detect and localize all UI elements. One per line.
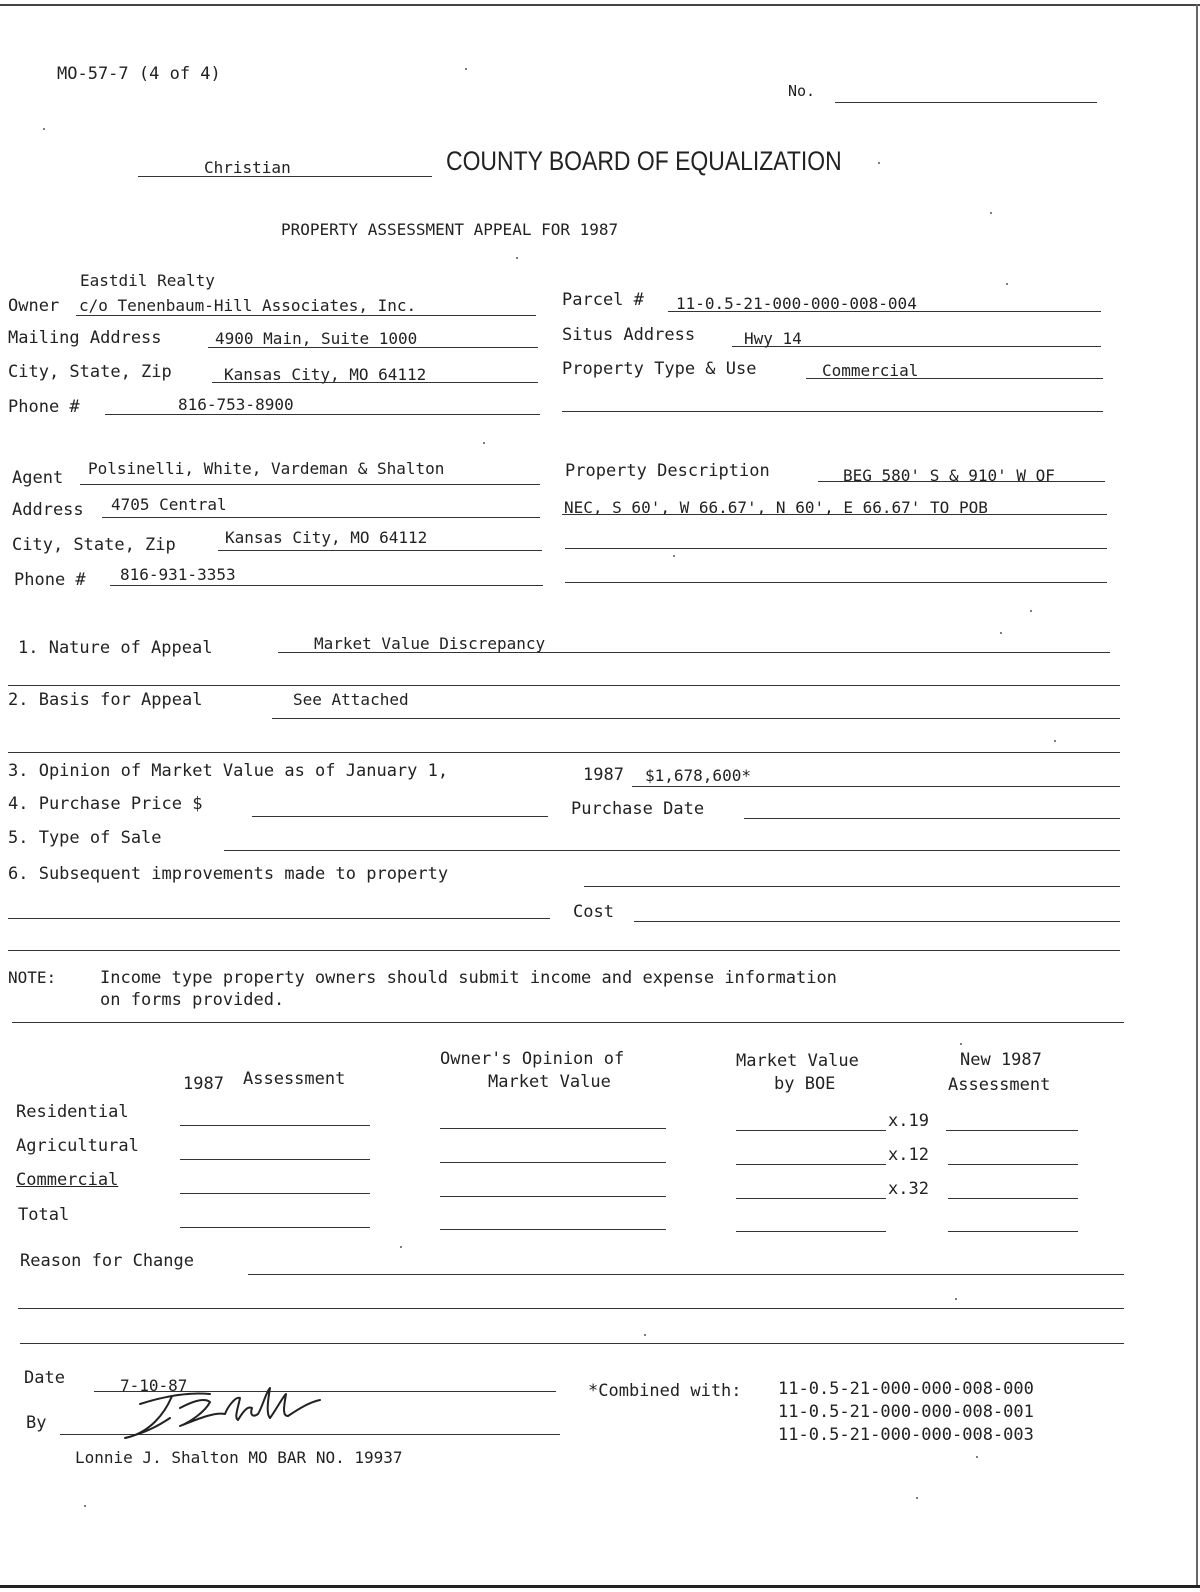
scan-speck	[1006, 283, 1008, 285]
property-description-line-1[interactable]	[818, 481, 1105, 482]
scan-speck	[1054, 740, 1056, 742]
agent-address-label: Address	[12, 500, 84, 520]
residential-factor: x.19	[888, 1111, 929, 1131]
mailing-address-line[interactable]	[208, 347, 538, 348]
opinion-market-value-line[interactable]	[632, 786, 1120, 787]
owner-label: Owner	[8, 296, 60, 316]
col1-year: 1987	[183, 1074, 224, 1094]
row-total-label: Total	[18, 1205, 70, 1225]
cost-line-2[interactable]	[8, 950, 1120, 951]
scan-speck	[644, 1334, 646, 1336]
combined-with-label: *Combined with:	[588, 1381, 742, 1401]
scan-speck	[400, 1246, 402, 1248]
reason-for-change-line-2[interactable]	[18, 1308, 1124, 1309]
parcel-line[interactable]	[668, 311, 1101, 312]
date-value: 7-10-87	[120, 1376, 188, 1395]
opinion-market-value: $1,678,600*	[645, 766, 751, 785]
cost-line[interactable]	[634, 921, 1120, 922]
owner-city-line[interactable]	[212, 382, 538, 383]
agent-line[interactable]	[80, 484, 540, 485]
reason-for-change-label: Reason for Change	[20, 1251, 194, 1271]
situs-address-value: Hwy 14	[744, 329, 802, 348]
note-line2: on forms provided.	[100, 990, 285, 1010]
agent-phone-value: 816-931-3353	[120, 565, 236, 584]
purchase-price-line[interactable]	[252, 816, 548, 817]
owner-name-line2: c/o Tenenbaum-Hill Associates, Inc.	[79, 296, 417, 315]
note-label: NOTE:	[8, 968, 57, 987]
no-line[interactable]	[835, 102, 1097, 103]
property-type-line-2[interactable]	[562, 411, 1103, 412]
total-boe-line[interactable]	[736, 1231, 886, 1232]
commercial-opinion-line[interactable]	[440, 1196, 666, 1197]
agricultural-factor: x.12	[888, 1145, 929, 1165]
residential-boe-line[interactable]	[736, 1130, 886, 1131]
owner-phone-value: 816-753-8900	[178, 395, 294, 414]
agricultural-new-assessment-line[interactable]	[948, 1164, 1078, 1165]
no-label: No.	[788, 82, 816, 100]
basis-for-appeal-value: See Attached	[293, 690, 409, 709]
agent-city-label: City, State, Zip	[12, 535, 176, 555]
agent-city-value: Kansas City, MO 64112	[225, 528, 428, 547]
scan-speck	[916, 1497, 918, 1499]
scan-speck	[1030, 610, 1032, 612]
col4-header-line2: Assessment	[948, 1075, 1051, 1095]
scan-speck	[976, 1456, 978, 1458]
total-new-assessment-line[interactable]	[948, 1231, 1078, 1232]
agricultural-assessment-line[interactable]	[180, 1159, 370, 1160]
property-description-label: Property Description	[565, 461, 770, 481]
scan-speck	[43, 128, 45, 130]
form-subtitle: PROPERTY ASSESSMENT APPEAL FOR 1987	[281, 220, 619, 239]
situs-address-line[interactable]	[732, 346, 1101, 347]
agent-phone-label: Phone #	[14, 570, 86, 590]
scan-speck	[84, 1505, 86, 1507]
form-id: MO-57-7 (4 of 4)	[57, 64, 221, 84]
basis-for-appeal-label: 2. Basis for Appeal	[8, 690, 203, 710]
page-border-bottom	[0, 1585, 1200, 1588]
basis-for-appeal-line-2[interactable]	[8, 752, 1120, 753]
property-type-label: Property Type & Use	[562, 359, 757, 379]
total-assessment-line[interactable]	[180, 1227, 370, 1228]
combined-parcel-3: 11-0.5-21-000-000-008-003	[778, 1425, 1034, 1445]
nature-of-appeal-line[interactable]	[278, 652, 1110, 653]
county-line[interactable]	[138, 176, 432, 177]
subsequent-improvements-label: 6. Subsequent improvements made to property	[8, 864, 449, 884]
type-of-sale-label: 5. Type of Sale	[8, 828, 162, 848]
reason-for-change-line-3[interactable]	[20, 1343, 1124, 1344]
signer-name: Lonnie J. Shalton MO BAR NO. 19937	[75, 1448, 403, 1467]
agent-address-line[interactable]	[102, 517, 540, 518]
page-border-top	[0, 4, 1200, 6]
purchase-price-label: 4. Purchase Price $	[8, 794, 203, 814]
commercial-assessment-line[interactable]	[180, 1193, 370, 1194]
owner-name-line1: Eastdil Realty	[80, 271, 215, 290]
parcel-value: 11-0.5-21-000-000-008-004	[676, 294, 917, 313]
note-line1: Income type property owners should submit income and expense information	[100, 968, 837, 988]
row-agricultural-label: Agricultural	[16, 1136, 139, 1156]
combined-parcel-1: 11-0.5-21-000-000-008-000	[778, 1379, 1034, 1399]
col3-header-line2: by BOE	[774, 1074, 836, 1094]
owner-city-label: City, State, Zip	[8, 362, 172, 382]
purchase-date-line[interactable]	[744, 818, 1120, 819]
scan-speck	[516, 257, 518, 259]
agricultural-boe-line[interactable]	[736, 1164, 886, 1165]
type-of-sale-line[interactable]	[224, 850, 1120, 851]
residential-opinion-line[interactable]	[440, 1128, 666, 1129]
col2-header-line1: Owner's Opinion of	[440, 1049, 625, 1069]
cost-label: Cost	[573, 902, 614, 922]
by-label: By	[26, 1413, 47, 1433]
agent-address-value: 4705 Central	[111, 495, 227, 514]
property-description-line-4[interactable]	[565, 582, 1107, 583]
nature-of-appeal-line-2[interactable]	[8, 685, 1120, 686]
mailing-address-value: 4900 Main, Suite 1000	[215, 329, 418, 348]
subsequent-improvements-line[interactable]	[584, 886, 1120, 887]
page-border-right	[1196, 4, 1198, 1586]
parcel-label: Parcel #	[562, 290, 644, 310]
scan-speck	[878, 162, 880, 164]
county-name: Christian	[204, 158, 291, 177]
property-type-value: Commercial	[822, 361, 919, 380]
col1-header: Assessment	[243, 1069, 346, 1089]
agricultural-opinion-line[interactable]	[440, 1162, 666, 1163]
residential-assessment-line[interactable]	[180, 1125, 370, 1126]
agent-city-line[interactable]	[218, 550, 542, 551]
opinion-year: 1987	[583, 765, 624, 785]
opinion-market-value-label: 3. Opinion of Market Value as of January 1,	[8, 761, 449, 781]
scan-speck	[1000, 632, 1002, 634]
property-type-line[interactable]	[806, 378, 1103, 379]
total-opinion-line[interactable]	[440, 1229, 666, 1230]
col2-header-line2: Market Value	[488, 1072, 611, 1092]
purchase-date-label: Purchase Date	[571, 799, 705, 819]
form-title: COUNTY BOARD OF EQUALIZATION	[446, 146, 842, 176]
owner-line[interactable]	[76, 315, 536, 316]
owner-phone-line[interactable]	[105, 414, 540, 415]
owner-phone-label: Phone #	[8, 397, 80, 417]
row-commercial-label: Commercial	[16, 1170, 119, 1190]
owner-city-value: Kansas City, MO 64112	[224, 365, 427, 384]
scan-speck	[483, 442, 485, 444]
commercial-new-assessment-line[interactable]	[948, 1198, 1078, 1199]
subsequent-improvements-line-2[interactable]	[8, 918, 550, 919]
basis-for-appeal-line[interactable]	[272, 718, 1120, 719]
commercial-boe-line[interactable]	[736, 1198, 886, 1199]
scan-speck	[990, 212, 992, 214]
note-divider	[12, 1022, 1124, 1023]
row-residential-label: Residential	[16, 1102, 129, 1122]
property-description-line1: BEG 580' S & 910' W OF	[843, 466, 1055, 485]
agent-phone-line[interactable]	[110, 585, 543, 586]
col4-header-line1: New 1987	[960, 1050, 1042, 1070]
agent-label: Agent	[12, 468, 64, 488]
combined-parcel-2: 11-0.5-21-000-000-008-001	[778, 1402, 1034, 1422]
scan-speck	[465, 68, 467, 70]
scan-speck	[673, 555, 675, 557]
mailing-address-label: Mailing Address	[8, 328, 162, 348]
date-label: Date	[24, 1368, 65, 1388]
signature	[110, 1378, 340, 1448]
situs-address-label: Situs Address	[562, 325, 696, 345]
commercial-factor: x.32	[888, 1179, 929, 1199]
residential-new-assessment-line[interactable]	[946, 1130, 1078, 1131]
agent-name: Polsinelli, White, Vardeman & Shalton	[88, 459, 445, 478]
property-description-line-3[interactable]	[565, 548, 1107, 549]
col3-header-line1: Market Value	[736, 1051, 859, 1071]
property-description-line2: NEC, S 60', W 66.67', N 60', E 66.67' TO POB	[564, 498, 988, 517]
reason-for-change-line[interactable]	[248, 1274, 1124, 1275]
scan-speck	[960, 1043, 962, 1045]
nature-of-appeal-label: 1. Nature of Appeal	[18, 638, 213, 658]
nature-of-appeal-value: Market Value Discrepancy	[314, 634, 546, 653]
property-description-line-2[interactable]	[562, 514, 1107, 515]
scan-speck	[955, 1298, 957, 1300]
